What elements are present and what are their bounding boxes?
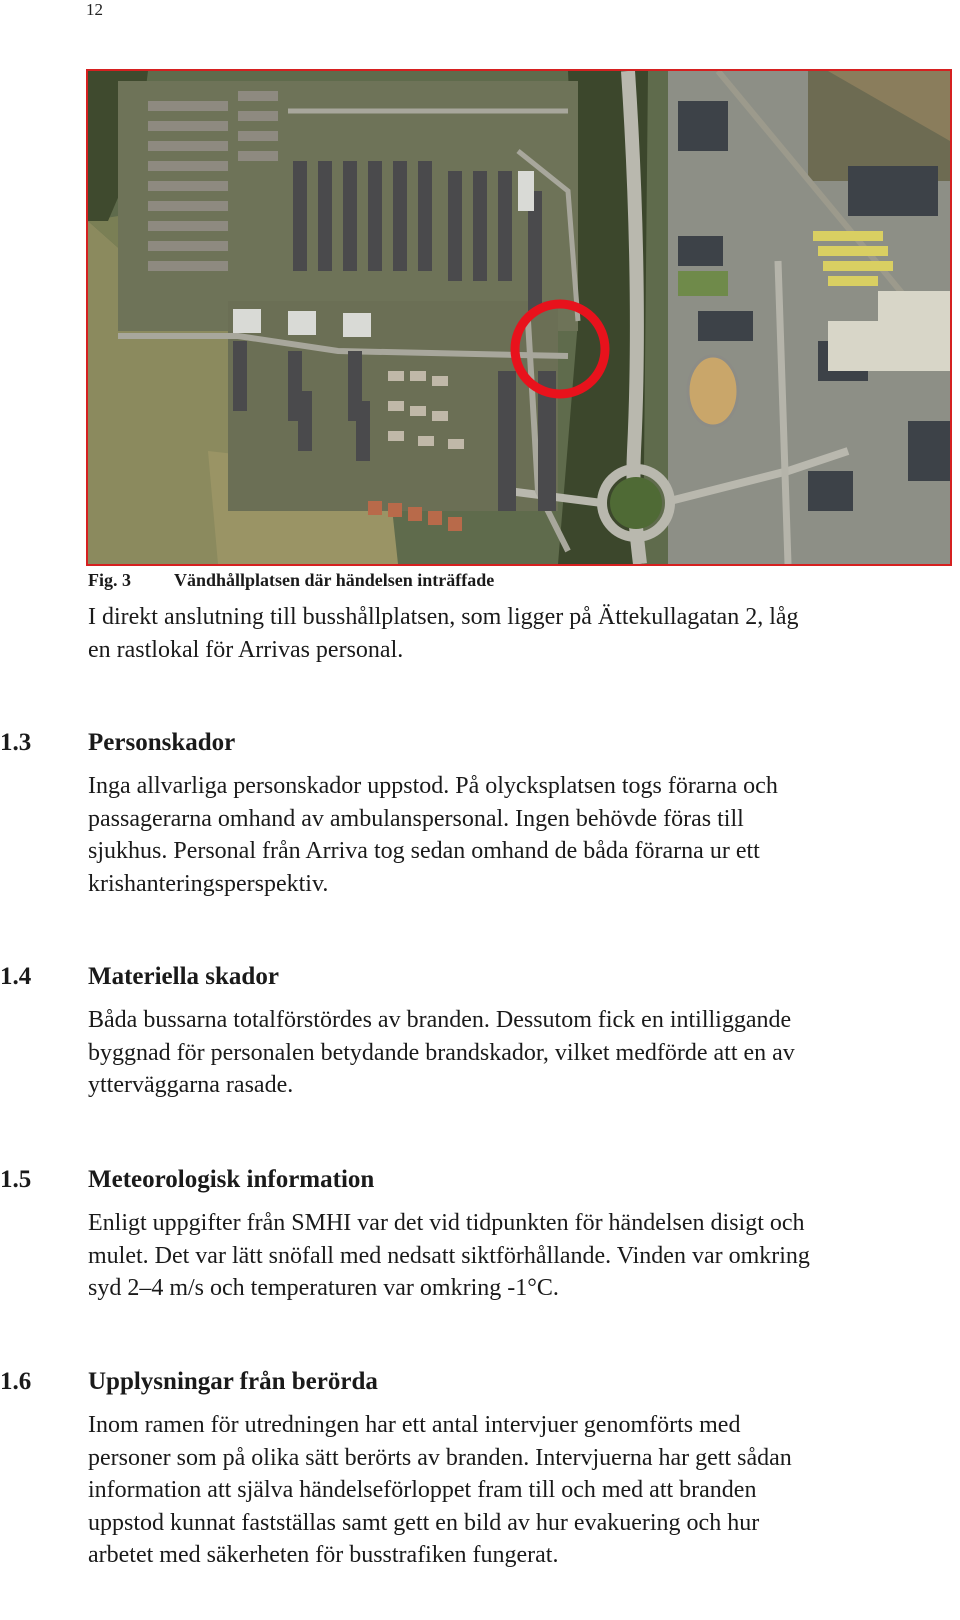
paragraph-line: Inom ramen för utredningen har ett antal intervjuer genomförts med [88, 1412, 741, 1438]
aerial-map-svg [88, 71, 950, 564]
section-number: 1.3 [0, 729, 32, 756]
paragraph-line: passagerarna omhand av ambulanspersonal. Ingen behövde föras till [88, 805, 744, 832]
paragraph-line: personer som på olika sätt berörts av branden. Intervjuerna har gett sådan [88, 1444, 792, 1471]
paragraph-line: arbetet med säkerheten för busstrafiken fungerat. [88, 1542, 559, 1568]
paragraph-line: syd 2–4 m/s och temperaturen var omkring -1°C. [88, 1275, 559, 1301]
paragraph-line: sjukhus. Personal från Arriva tog sedan omhand de båda förarna ur ett [88, 838, 760, 864]
section-number: 1.6 [0, 1368, 32, 1395]
paragraph-line: uppstod kunnat fastställas samt gett en bild av hur evakuering och hur [88, 1509, 760, 1536]
paragraph-line: krishanteringsperspektiv. [88, 870, 329, 897]
section-number: 1.4 [0, 963, 32, 990]
section-paragraph-1-4 [88, 1004, 948, 1102]
section-title: Personskador [88, 729, 236, 756]
section-title: Materiella skador [88, 963, 279, 990]
intro-paragraph [88, 601, 948, 666]
paragraph-line: Inga allvarliga personskador uppstod. På olycksplatsen togs förarna och [88, 773, 778, 799]
section-number: 1.5 [0, 1166, 32, 1193]
section-title: Meteorologisk information [88, 1166, 375, 1193]
section-title: Upplysningar från berörda [88, 1368, 378, 1395]
paragraph-line: ytterväggarna rasade. [88, 1072, 294, 1098]
section-paragraph-1-6 [88, 1409, 948, 1572]
page-number: 12 [86, 0, 103, 19]
intro-line: en rastlokal för Arrivas personal. [88, 636, 404, 663]
paragraph-line: mulet. Det var lätt snöfall med nedsatt siktförhållande. Vinden var omkring [88, 1242, 810, 1269]
paragraph-line: information att själva händelseförloppet fram till och med att branden [88, 1477, 757, 1503]
paragraph-line: byggnad för personalen betydande brandskador, vilket medförde att en av [88, 1039, 795, 1066]
aerial-map-image [86, 69, 952, 566]
paragraph-line: Enligt uppgifter från SMHI var det vid tidpunkten för händelsen disigt och [88, 1210, 805, 1236]
section-paragraph-1-5 [88, 1207, 948, 1305]
figure-label: Fig. 3 [88, 570, 131, 590]
intro-line: I direkt anslutning till busshållplatsen, som ligger på Ättekullagatan 2, låg [88, 604, 799, 630]
section-paragraph-1-3 [88, 770, 948, 900]
paragraph-line: Båda bussarna totalförstördes av branden. Dessutom fick en intilliggande [88, 1007, 792, 1033]
figure-caption [88, 568, 494, 592]
figure-caption-text: Vändhållplatsen där händelsen inträffade [174, 570, 495, 590]
